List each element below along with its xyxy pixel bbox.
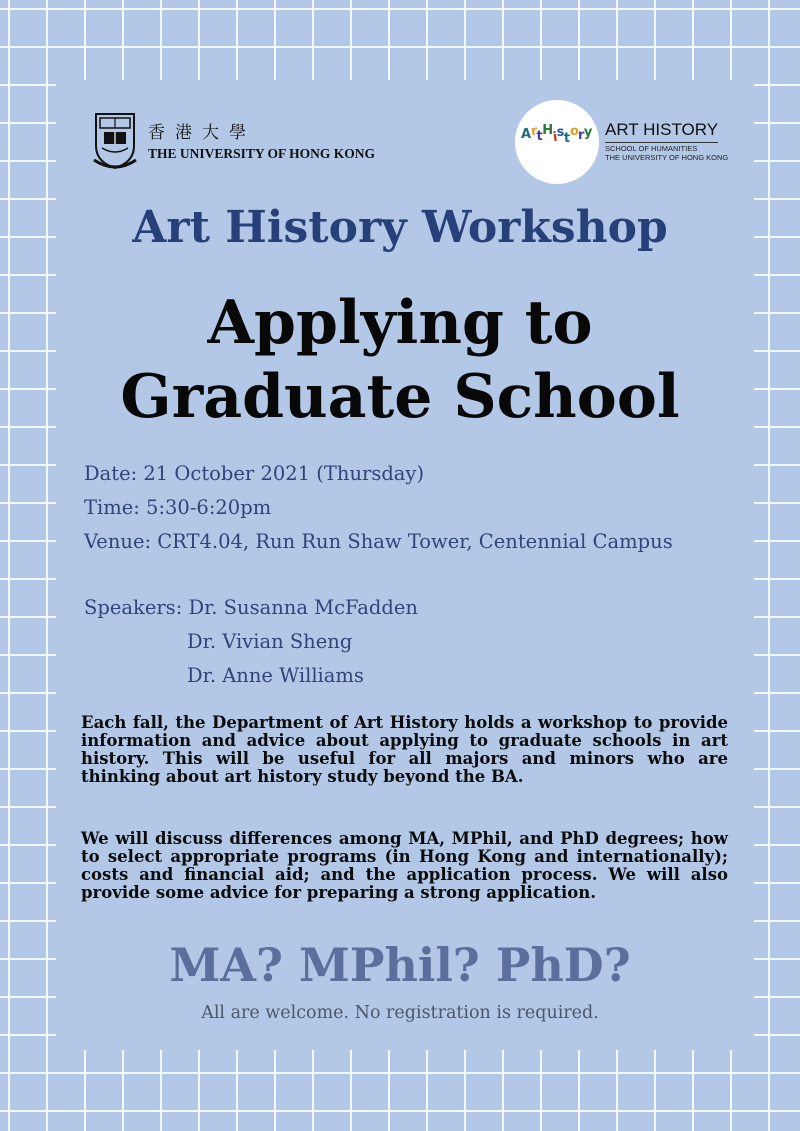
wordmark-letter: y xyxy=(583,125,592,140)
degrees-tagline: MA? MPhil? PhD? xyxy=(169,938,631,992)
event-time: Time: 5:30-6:20pm xyxy=(84,496,272,519)
art-history-logo-subtitle: SCHOOL OF HUMANITIES xyxy=(605,144,698,153)
speaker-row xyxy=(84,596,418,630)
art-history-logo-circle xyxy=(515,100,599,184)
wordmark-letter: t xyxy=(563,131,570,146)
speakers-label: Speakers: xyxy=(84,596,183,619)
wordmark-letter: r xyxy=(529,123,538,140)
hku-logo xyxy=(92,110,392,174)
wordmark-letter: r xyxy=(577,128,584,143)
event-date: Date: 21 October 2021 (Thursday) xyxy=(84,462,425,485)
wordmark-letter: A xyxy=(521,127,531,142)
event-details xyxy=(84,462,673,564)
hku-name-english: THE UNIVERSITY OF HONG KONG xyxy=(148,146,376,161)
hku-name-chinese: 香港大學 xyxy=(148,123,256,143)
wordmark-letter: H xyxy=(542,123,553,138)
art-history-logo-university: THE UNIVERSITY OF HONG KONG xyxy=(605,153,729,162)
event-title-line-2: Graduate School xyxy=(120,362,680,432)
wordmark-letter: s xyxy=(556,125,564,140)
art-history-logo-title: ART HISTORY xyxy=(605,120,718,143)
speakers-list xyxy=(84,596,418,698)
event-title-line-1: Applying to xyxy=(207,288,593,358)
event-title xyxy=(0,286,800,434)
art-history-wordmark xyxy=(521,123,592,146)
welcome-note: All are welcome. No registration is required. xyxy=(201,1003,599,1023)
description-paragraph: We will discuss differences among MA, MPhil, and PhD degrees; how to select appropriate programs (in Hong Kong and internationally); costs and financial aid; and the application process. We will also provide some advice for preparing a strong application. xyxy=(81,829,728,902)
speaker-name: Dr. Vivian Sheng xyxy=(187,630,353,653)
art-history-logo xyxy=(515,100,729,184)
wordmark-letter: i xyxy=(551,129,558,146)
wordmark-letter: o xyxy=(568,123,579,140)
wordmark-letter: t xyxy=(536,129,543,144)
speaker-name: Dr. Susanna McFadden xyxy=(188,596,418,619)
hku-crest-icon xyxy=(92,110,138,172)
workshop-heading: Art History Workshop xyxy=(132,202,668,253)
speaker-name: Dr. Anne Williams xyxy=(187,664,364,687)
description-paragraph: Each fall, the Department of Art History holds a workshop to provide information and advice about applying to graduate schools in art history. This will be useful for all majors and minors who are thinking about art history study beyond the BA. xyxy=(81,713,728,786)
event-venue: Venue: CRT4.04, Run Run Shaw Tower, Centennial Campus xyxy=(84,530,673,553)
